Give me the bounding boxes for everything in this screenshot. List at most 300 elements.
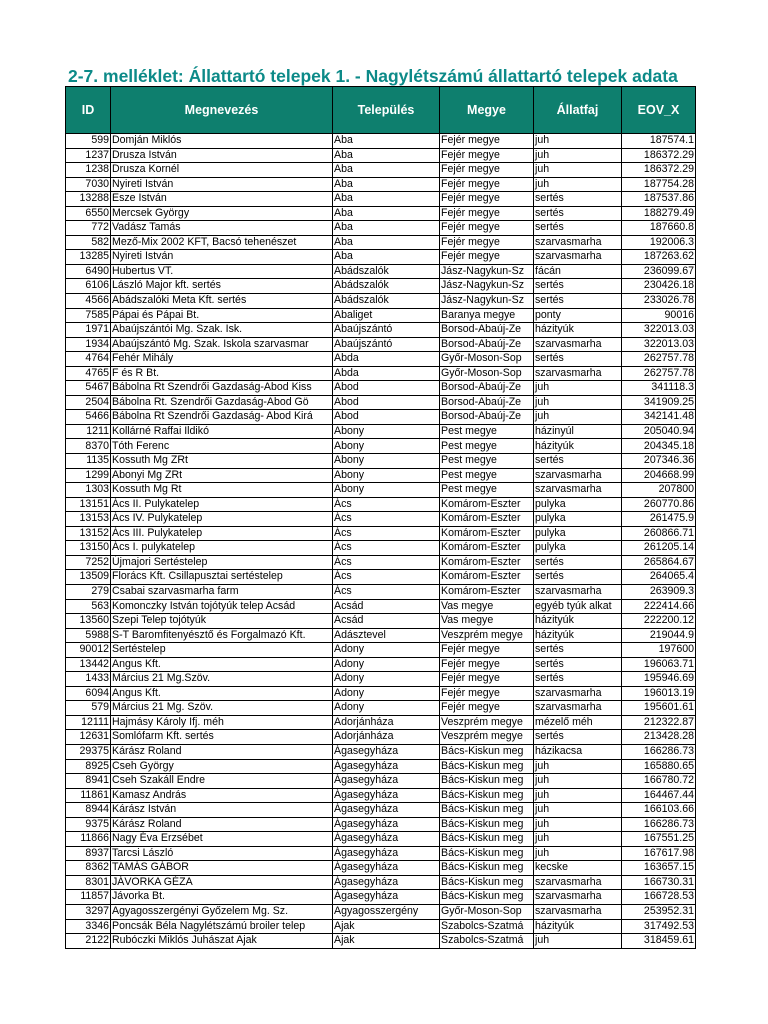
cell-id[interactable]: 7585 [66, 308, 111, 323]
cell-settlement[interactable]: Adásztevel [333, 628, 440, 643]
cell-county[interactable]: Komárom-Eszter [440, 570, 534, 585]
cell-name[interactable]: Bábolna Rt Szendrői Gazdaság-Abod Kiss [111, 381, 333, 396]
cell-settlement[interactable]: Ajak [333, 919, 440, 934]
cell-name[interactable]: Somlófarm Kft. sertés [111, 730, 333, 745]
cell-name[interactable]: Sertéstelep [111, 643, 333, 658]
cell-id[interactable]: 2122 [66, 934, 111, 949]
cell-id[interactable]: 3297 [66, 904, 111, 919]
cell-county[interactable]: Veszprém megye [440, 715, 534, 730]
cell-county[interactable]: Borsod-Abaúj-Ze [440, 381, 534, 396]
cell-settlement[interactable]: Adorjánháza [333, 715, 440, 730]
cell-county[interactable]: Jász-Nagykun-Sz [440, 279, 534, 294]
cell-county[interactable]: Baranya megye [440, 308, 534, 323]
cell-settlement[interactable]: Ágasegyháza [333, 817, 440, 832]
cell-county[interactable]: Győr-Moson-Sop [440, 904, 534, 919]
cell-name[interactable]: Ács III. Pulykatelep [111, 526, 333, 541]
cell-eov-x[interactable]: 222200.12 [622, 614, 696, 629]
cell-id[interactable]: 8925 [66, 759, 111, 774]
cell-id[interactable]: 4765 [66, 366, 111, 381]
cell-settlement[interactable]: Ajak [333, 934, 440, 949]
cell-county[interactable]: Borsod-Abaúj-Ze [440, 337, 534, 352]
cell-species[interactable]: sertés [534, 352, 622, 367]
cell-species[interactable]: szarvasmarha [534, 468, 622, 483]
cell-county[interactable]: Bács-Kiskun meg [440, 846, 534, 861]
cell-name[interactable]: F és R Bt. [111, 366, 333, 381]
cell-settlement[interactable]: Abony [333, 439, 440, 454]
cell-settlement[interactable]: Adony [333, 686, 440, 701]
cell-name[interactable]: Bábolna Rt Szendrői Gazdaság- Abod Kirá [111, 410, 333, 425]
cell-id[interactable]: 1299 [66, 468, 111, 483]
cell-species[interactable]: szarvasmarha [534, 337, 622, 352]
cell-county[interactable]: Borsod-Abaúj-Ze [440, 395, 534, 410]
cell-eov-x[interactable]: 253952.31 [622, 904, 696, 919]
cell-species[interactable]: sertés [534, 454, 622, 469]
cell-eov-x[interactable]: 196063.71 [622, 657, 696, 672]
cell-county[interactable]: Fejér megye [440, 206, 534, 221]
cell-county[interactable]: Komárom-Eszter [440, 555, 534, 570]
cell-name[interactable]: Március 21 Mg.Szöv. [111, 672, 333, 687]
column-header-species[interactable]: Állatfaj [534, 87, 622, 134]
cell-id[interactable]: 11857 [66, 890, 111, 905]
cell-name[interactable]: Domján Miklós [111, 134, 333, 149]
cell-species[interactable]: egyéb tyúk alkat [534, 599, 622, 614]
cell-species[interactable]: szarvasmarha [534, 584, 622, 599]
cell-county[interactable]: Fejér megye [440, 701, 534, 716]
cell-settlement[interactable]: Ágasegyháza [333, 759, 440, 774]
cell-species[interactable]: szarvasmarha [534, 701, 622, 716]
cell-id[interactable]: 11866 [66, 832, 111, 847]
cell-species[interactable]: juh [534, 148, 622, 163]
cell-settlement[interactable]: Agyagosszergény [333, 904, 440, 919]
cell-name[interactable]: Csabai szarvasmarha farm [111, 584, 333, 599]
column-header-eov-x[interactable]: EOV_X [622, 87, 696, 134]
cell-eov-x[interactable]: 188279.49 [622, 206, 696, 221]
cell-settlement[interactable]: Ács [333, 541, 440, 556]
cell-species[interactable]: házinyúl [534, 424, 622, 439]
cell-species[interactable]: juh [534, 163, 622, 178]
cell-name[interactable]: Kollárné Raffai Ildikó [111, 424, 333, 439]
cell-name[interactable]: Ács II. Pulykatelep [111, 497, 333, 512]
cell-settlement[interactable]: Ágasegyháza [333, 744, 440, 759]
cell-settlement[interactable]: Ágasegyháza [333, 803, 440, 818]
cell-eov-x[interactable]: 261205.14 [622, 541, 696, 556]
cell-county[interactable]: Fejér megye [440, 163, 534, 178]
cell-eov-x[interactable]: 213428.28 [622, 730, 696, 745]
cell-id[interactable]: 6490 [66, 264, 111, 279]
cell-species[interactable]: sertés [534, 657, 622, 672]
cell-id[interactable]: 8362 [66, 861, 111, 876]
cell-name[interactable]: Tarcsi László [111, 846, 333, 861]
cell-species[interactable]: szarvasmarha [534, 686, 622, 701]
cell-name[interactable]: Újmajori Sertéstelep [111, 555, 333, 570]
cell-id[interactable]: 6106 [66, 279, 111, 294]
cell-id[interactable]: 1211 [66, 424, 111, 439]
cell-eov-x[interactable]: 164467.44 [622, 788, 696, 803]
cell-id[interactable]: 5988 [66, 628, 111, 643]
cell-species[interactable]: juh [534, 788, 622, 803]
cell-name[interactable]: Esze István [111, 192, 333, 207]
cell-eov-x[interactable]: 318459.61 [622, 934, 696, 949]
cell-id[interactable]: 1303 [66, 483, 111, 498]
cell-id[interactable]: 90012 [66, 643, 111, 658]
cell-id[interactable]: 563 [66, 599, 111, 614]
cell-species[interactable]: pulyka [534, 541, 622, 556]
cell-id[interactable]: 9375 [66, 817, 111, 832]
cell-eov-x[interactable]: 187754.28 [622, 177, 696, 192]
cell-settlement[interactable]: Ács [333, 526, 440, 541]
cell-species[interactable]: sertés [534, 221, 622, 236]
cell-species[interactable]: szarvasmarha [534, 483, 622, 498]
cell-county[interactable]: Fejér megye [440, 177, 534, 192]
cell-id[interactable]: 582 [66, 235, 111, 250]
cell-settlement[interactable]: Abda [333, 352, 440, 367]
cell-name[interactable]: Abonyi Mg ZRt [111, 468, 333, 483]
cell-county[interactable]: Szabolcs-Szatmá [440, 919, 534, 934]
cell-species[interactable]: juh [534, 774, 622, 789]
cell-settlement[interactable]: Ágasegyháza [333, 832, 440, 847]
cell-eov-x[interactable]: 90016 [622, 308, 696, 323]
column-header-county[interactable]: Megye [440, 87, 534, 134]
cell-eov-x[interactable]: 165880.65 [622, 759, 696, 774]
cell-name[interactable]: Március 21 Mg. Szöv. [111, 701, 333, 716]
cell-species[interactable]: pulyka [534, 512, 622, 527]
cell-eov-x[interactable]: 207346.36 [622, 454, 696, 469]
cell-settlement[interactable]: Abaújszántó [333, 337, 440, 352]
cell-eov-x[interactable]: 219044.9 [622, 628, 696, 643]
cell-county[interactable]: Bács-Kiskun meg [440, 803, 534, 818]
cell-id[interactable]: 13153 [66, 512, 111, 527]
cell-id[interactable]: 11861 [66, 788, 111, 803]
cell-id[interactable]: 13288 [66, 192, 111, 207]
cell-settlement[interactable]: Ács [333, 570, 440, 585]
cell-eov-x[interactable]: 197600 [622, 643, 696, 658]
cell-county[interactable]: Bács-Kiskun meg [440, 875, 534, 890]
cell-species[interactable]: szarvasmarha [534, 875, 622, 890]
cell-name[interactable]: Ács IV. Pulykatelep [111, 512, 333, 527]
cell-name[interactable]: Hajmásy Károly Ifj. méh [111, 715, 333, 730]
cell-county[interactable]: Pest megye [440, 468, 534, 483]
cell-species[interactable]: sertés [534, 643, 622, 658]
cell-species[interactable]: ponty [534, 308, 622, 323]
cell-id[interactable]: 13151 [66, 497, 111, 512]
cell-county[interactable]: Bács-Kiskun meg [440, 817, 534, 832]
cell-id[interactable]: 1934 [66, 337, 111, 352]
cell-eov-x[interactable]: 195601.61 [622, 701, 696, 716]
cell-name[interactable]: Ács I. pulykatelep [111, 541, 333, 556]
cell-id[interactable]: 5466 [66, 410, 111, 425]
cell-county[interactable]: Veszprém megye [440, 628, 534, 643]
cell-species[interactable]: sertés [534, 206, 622, 221]
cell-species[interactable]: fácán [534, 264, 622, 279]
cell-settlement[interactable]: Adorjánháza [333, 730, 440, 745]
cell-county[interactable]: Bács-Kiskun meg [440, 744, 534, 759]
cell-settlement[interactable]: Adony [333, 701, 440, 716]
cell-name[interactable]: Fehér Mihály [111, 352, 333, 367]
cell-species[interactable]: szarvasmarha [534, 366, 622, 381]
cell-county[interactable]: Komárom-Eszter [440, 584, 534, 599]
cell-name[interactable]: Poncsák Béla Nagylétszámú broiler telep [111, 919, 333, 934]
cell-id[interactable]: 5467 [66, 381, 111, 396]
cell-settlement[interactable]: Aba [333, 250, 440, 265]
cell-settlement[interactable]: Adony [333, 657, 440, 672]
cell-settlement[interactable]: Abony [333, 424, 440, 439]
cell-id[interactable]: 6094 [66, 686, 111, 701]
cell-species[interactable]: juh [534, 759, 622, 774]
cell-eov-x[interactable]: 186372.29 [622, 163, 696, 178]
cell-species[interactable]: sertés [534, 279, 622, 294]
cell-name[interactable]: Cseh Szakáll Endre [111, 774, 333, 789]
cell-settlement[interactable]: Abod [333, 410, 440, 425]
cell-county[interactable]: Fejér megye [440, 134, 534, 149]
cell-county[interactable]: Jász-Nagykun-Sz [440, 264, 534, 279]
cell-name[interactable]: Komonczky István tojótyúk telep Acsád [111, 599, 333, 614]
cell-settlement[interactable]: Aba [333, 134, 440, 149]
cell-name[interactable]: Tóth Ferenc [111, 439, 333, 454]
cell-eov-x[interactable]: 187660.8 [622, 221, 696, 236]
cell-eov-x[interactable]: 236099.67 [622, 264, 696, 279]
cell-eov-x[interactable]: 163657.15 [622, 861, 696, 876]
cell-id[interactable]: 1238 [66, 163, 111, 178]
cell-settlement[interactable]: Ágasegyháza [333, 846, 440, 861]
cell-species[interactable]: juh [534, 134, 622, 149]
cell-settlement[interactable]: Ács [333, 497, 440, 512]
cell-county[interactable]: Komárom-Eszter [440, 512, 534, 527]
cell-species[interactable]: szarvasmarha [534, 904, 622, 919]
cell-id[interactable]: 279 [66, 584, 111, 599]
cell-name[interactable]: Angus Kft. [111, 657, 333, 672]
cell-species[interactable]: szarvasmarha [534, 890, 622, 905]
cell-county[interactable]: Győr-Moson-Sop [440, 366, 534, 381]
cell-county[interactable]: Fejér megye [440, 221, 534, 236]
cell-name[interactable]: Mező-Mix 2002 KFT, Bacsó tehenészet [111, 235, 333, 250]
cell-name[interactable]: Agyagosszergényi Győzelem Mg. Sz. [111, 904, 333, 919]
cell-species[interactable]: juh [534, 177, 622, 192]
cell-species[interactable]: juh [534, 832, 622, 847]
cell-settlement[interactable]: Ágasegyháza [333, 788, 440, 803]
cell-eov-x[interactable]: 322013.03 [622, 337, 696, 352]
cell-species[interactable]: sertés [534, 730, 622, 745]
cell-settlement[interactable]: Ács [333, 555, 440, 570]
cell-county[interactable]: Veszprém megye [440, 730, 534, 745]
cell-settlement[interactable]: Abaújszántó [333, 323, 440, 338]
cell-eov-x[interactable]: 261475.9 [622, 512, 696, 527]
cell-settlement[interactable]: Ágasegyháza [333, 890, 440, 905]
cell-id[interactable]: 13150 [66, 541, 111, 556]
cell-eov-x[interactable]: 167617.98 [622, 846, 696, 861]
cell-eov-x[interactable]: 265864.67 [622, 555, 696, 570]
cell-county[interactable]: Bács-Kiskun meg [440, 861, 534, 876]
cell-name[interactable]: Angus Kft. [111, 686, 333, 701]
cell-county[interactable]: Vas megye [440, 599, 534, 614]
cell-county[interactable]: Győr-Moson-Sop [440, 352, 534, 367]
cell-species[interactable]: házityúk [534, 919, 622, 934]
cell-settlement[interactable]: Abony [333, 468, 440, 483]
cell-county[interactable]: Bács-Kiskun meg [440, 774, 534, 789]
cell-eov-x[interactable]: 187537.86 [622, 192, 696, 207]
cell-id[interactable]: 12111 [66, 715, 111, 730]
cell-name[interactable]: Hubertus VT. [111, 264, 333, 279]
cell-settlement[interactable]: Abda [333, 366, 440, 381]
cell-county[interactable]: Bács-Kiskun meg [440, 788, 534, 803]
cell-name[interactable]: Kárász Roland [111, 744, 333, 759]
cell-species[interactable]: pulyka [534, 497, 622, 512]
cell-species[interactable]: házikacsa [534, 744, 622, 759]
cell-settlement[interactable]: Ács [333, 584, 440, 599]
cell-settlement[interactable]: Ágasegyháza [333, 861, 440, 876]
cell-id[interactable]: 13152 [66, 526, 111, 541]
cell-id[interactable]: 4764 [66, 352, 111, 367]
cell-id[interactable]: 1971 [66, 323, 111, 338]
cell-county[interactable]: Jász-Nagykun-Sz [440, 294, 534, 309]
cell-eov-x[interactable]: 262757.78 [622, 366, 696, 381]
cell-id[interactable]: 1433 [66, 672, 111, 687]
cell-county[interactable]: Borsod-Abaúj-Ze [440, 323, 534, 338]
cell-name[interactable]: Kossuth Mg Rt [111, 483, 333, 498]
cell-eov-x[interactable]: 166286.73 [622, 744, 696, 759]
cell-name[interactable]: Kárász Roland [111, 817, 333, 832]
cell-county[interactable]: Borsod-Abaúj-Ze [440, 410, 534, 425]
cell-species[interactable]: szarvasmarha [534, 235, 622, 250]
cell-eov-x[interactable]: 233026.78 [622, 294, 696, 309]
cell-species[interactable]: juh [534, 817, 622, 832]
cell-id[interactable]: 6550 [66, 206, 111, 221]
cell-county[interactable]: Pest megye [440, 424, 534, 439]
cell-county[interactable]: Komárom-Eszter [440, 541, 534, 556]
cell-county[interactable]: Fejér megye [440, 686, 534, 701]
cell-species[interactable]: juh [534, 381, 622, 396]
cell-id[interactable]: 8944 [66, 803, 111, 818]
cell-species[interactable]: sertés [534, 672, 622, 687]
cell-settlement[interactable]: Aba [333, 177, 440, 192]
cell-settlement[interactable]: Abádszalók [333, 279, 440, 294]
cell-county[interactable]: Pest megye [440, 439, 534, 454]
cell-eov-x[interactable]: 230426.18 [622, 279, 696, 294]
column-header-id[interactable]: ID [66, 87, 111, 134]
cell-eov-x[interactable]: 262757.78 [622, 352, 696, 367]
cell-id[interactable]: 12631 [66, 730, 111, 745]
cell-name[interactable]: Kamasz András [111, 788, 333, 803]
cell-id[interactable]: 4566 [66, 294, 111, 309]
column-header-name[interactable]: Megnevezés [111, 87, 333, 134]
cell-id[interactable]: 7252 [66, 555, 111, 570]
cell-name[interactable]: Jávorka Bt. [111, 890, 333, 905]
cell-species[interactable]: juh [534, 803, 622, 818]
cell-settlement[interactable]: Adony [333, 672, 440, 687]
cell-settlement[interactable]: Aba [333, 148, 440, 163]
cell-name[interactable]: JÁVORKA GÉZA [111, 875, 333, 890]
cell-county[interactable]: Vas megye [440, 614, 534, 629]
cell-name[interactable]: Vadász Tamás [111, 221, 333, 236]
cell-settlement[interactable]: Abaliget [333, 308, 440, 323]
cell-species[interactable]: mézelő méh [534, 715, 622, 730]
cell-species[interactable]: szarvasmarha [534, 250, 622, 265]
cell-eov-x[interactable]: 212322.87 [622, 715, 696, 730]
cell-eov-x[interactable]: 322013.03 [622, 323, 696, 338]
cell-county[interactable]: Pest megye [440, 483, 534, 498]
cell-eov-x[interactable]: 166780.72 [622, 774, 696, 789]
cell-county[interactable]: Fejér megye [440, 672, 534, 687]
cell-county[interactable]: Fejér megye [440, 643, 534, 658]
cell-settlement[interactable]: Aba [333, 221, 440, 236]
column-header-settlement[interactable]: Település [333, 87, 440, 134]
cell-eov-x[interactable]: 196013.19 [622, 686, 696, 701]
cell-county[interactable]: Bács-Kiskun meg [440, 832, 534, 847]
cell-settlement[interactable]: Aba [333, 163, 440, 178]
cell-species[interactable]: juh [534, 846, 622, 861]
cell-name[interactable]: Szepi Telep tojótyúk [111, 614, 333, 629]
cell-settlement[interactable]: Ágasegyháza [333, 774, 440, 789]
cell-settlement[interactable]: Ács [333, 512, 440, 527]
cell-name[interactable]: Nyireti István [111, 177, 333, 192]
cell-eov-x[interactable]: 166103.66 [622, 803, 696, 818]
cell-id[interactable]: 8370 [66, 439, 111, 454]
cell-species[interactable]: juh [534, 410, 622, 425]
cell-eov-x[interactable]: 204345.18 [622, 439, 696, 454]
cell-county[interactable]: Fejér megye [440, 235, 534, 250]
cell-settlement[interactable]: Adony [333, 643, 440, 658]
cell-id[interactable]: 13442 [66, 657, 111, 672]
cell-name[interactable]: Kárász István [111, 803, 333, 818]
cell-id[interactable]: 29375 [66, 744, 111, 759]
cell-species[interactable]: pulyka [534, 526, 622, 541]
cell-species[interactable]: juh [534, 395, 622, 410]
cell-species[interactable]: kecske [534, 861, 622, 876]
cell-name[interactable]: Drusza Kornél [111, 163, 333, 178]
cell-eov-x[interactable]: 167551.25 [622, 832, 696, 847]
cell-species[interactable]: házityúk [534, 614, 622, 629]
cell-id[interactable]: 13560 [66, 614, 111, 629]
cell-eov-x[interactable]: 317492.53 [622, 919, 696, 934]
cell-name[interactable]: Abádszalóki Meta Kft. sertés [111, 294, 333, 309]
cell-eov-x[interactable]: 207800 [622, 483, 696, 498]
cell-id[interactable]: 8937 [66, 846, 111, 861]
cell-eov-x[interactable]: 187263.62 [622, 250, 696, 265]
cell-eov-x[interactable]: 264065.4 [622, 570, 696, 585]
cell-settlement[interactable]: Abádszalók [333, 264, 440, 279]
cell-eov-x[interactable]: 204668.99 [622, 468, 696, 483]
cell-eov-x[interactable]: 341909.25 [622, 395, 696, 410]
cell-settlement[interactable]: Aba [333, 192, 440, 207]
cell-county[interactable]: Fejér megye [440, 657, 534, 672]
cell-name[interactable]: Rubóczki Miklós Juhászat Ajak [111, 934, 333, 949]
cell-name[interactable]: Bábolna Rt. Szendrői Gazdaság-Abod Gö [111, 395, 333, 410]
cell-eov-x[interactable]: 195946.69 [622, 672, 696, 687]
cell-name[interactable]: Nyireti István [111, 250, 333, 265]
cell-species[interactable]: házityúk [534, 628, 622, 643]
cell-eov-x[interactable]: 341118.3 [622, 381, 696, 396]
cell-eov-x[interactable]: 260770.86 [622, 497, 696, 512]
cell-id[interactable]: 772 [66, 221, 111, 236]
cell-id[interactable]: 7030 [66, 177, 111, 192]
cell-settlement[interactable]: Abod [333, 381, 440, 396]
cell-eov-x[interactable]: 166728.53 [622, 890, 696, 905]
cell-id[interactable]: 1237 [66, 148, 111, 163]
cell-id[interactable]: 2504 [66, 395, 111, 410]
cell-settlement[interactable]: Abony [333, 483, 440, 498]
cell-name[interactable]: Kossuth Mg ZRt [111, 454, 333, 469]
cell-species[interactable]: sertés [534, 192, 622, 207]
cell-eov-x[interactable]: 186372.29 [622, 148, 696, 163]
cell-id[interactable]: 599 [66, 134, 111, 149]
cell-name[interactable]: Florács Kft. Csillapusztai sertéstelep [111, 570, 333, 585]
cell-species[interactable]: sertés [534, 570, 622, 585]
cell-county[interactable]: Pest megye [440, 454, 534, 469]
cell-id[interactable]: 579 [66, 701, 111, 716]
cell-species[interactable]: juh [534, 934, 622, 949]
cell-id[interactable]: 13509 [66, 570, 111, 585]
cell-id[interactable]: 13285 [66, 250, 111, 265]
cell-eov-x[interactable]: 342141.48 [622, 410, 696, 425]
